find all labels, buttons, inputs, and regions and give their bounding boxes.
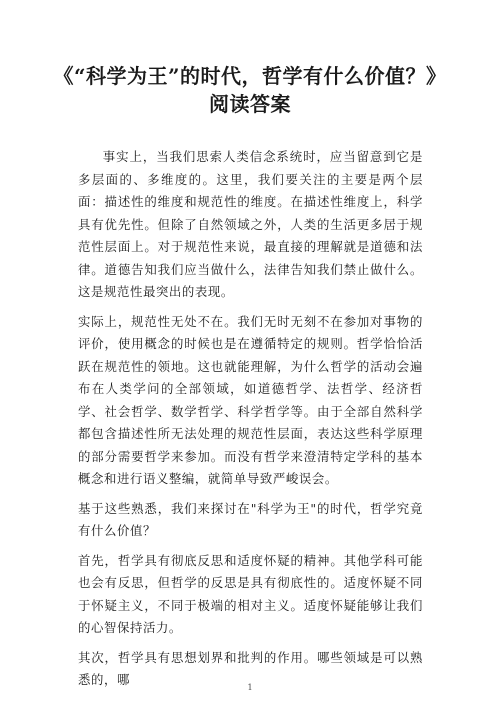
paragraph-5: 其次，哲学具有思想划界和批判的作用。哪些领域是可以熟悉的，哪 — [78, 649, 423, 687]
paragraph-3: 基于这些熟悉，我们来探讨在"科学为王"的时代，哲学究竟有什么价值？ — [78, 500, 423, 538]
paragraph-1: 事实上，当我们思索人类信念系统时，应当留意到它是多层面的、多维度的。这里，我们要关注的主要是两个层面：描述性的维度和规范性的维度。在描述性维度上，科学具有优先性。但除了自然领域之外，人类的生活更多居于规范性层面上。对于规范性来说，最直接的理解就是道德和法律。道德告知我们应当做什么，法律告知我们禁止做什么。这是规范性最突出的表现。 — [78, 149, 423, 299]
document-title: 《“科学为王”的时代，哲学有什么价值？》 — [53, 64, 447, 88]
paragraph-2: 实际上，规范性无处不在。我们无时无刻不在参加对事物的评价，使用概念的时候也是在遵循特定的规则。哲学恰恰活跃在规范性的领地。这也就能理解，为什么哲学的活动会遍布在人类学问的全部领域，如道德哲学、法哲学、经济哲学、社会哲学、数学哲学、科学哲学等。由于全部自然科学都包含描述性所无法处理的规范性层面，表达这些科学原理的部分需要哲学来参加。而没有哲学来澄清特定学科的基本概念和进行语义整编，就简单导致严峻误会。 — [78, 313, 423, 486]
paragraph-4: 首先，哲学具有彻底反思和适度怀疑的精神。其他学科可能也会有反思，但哲学的反思是具有彻底性的。适度怀疑不同于怀疑主义，不同于极端的相对主义。适度怀疑能够让我们的心智保持活力。 — [78, 552, 423, 635]
document-body — [78, 146, 423, 699]
document-subtitle: 阅读答案 — [209, 92, 291, 116]
page-number: 1 — [247, 683, 253, 692]
